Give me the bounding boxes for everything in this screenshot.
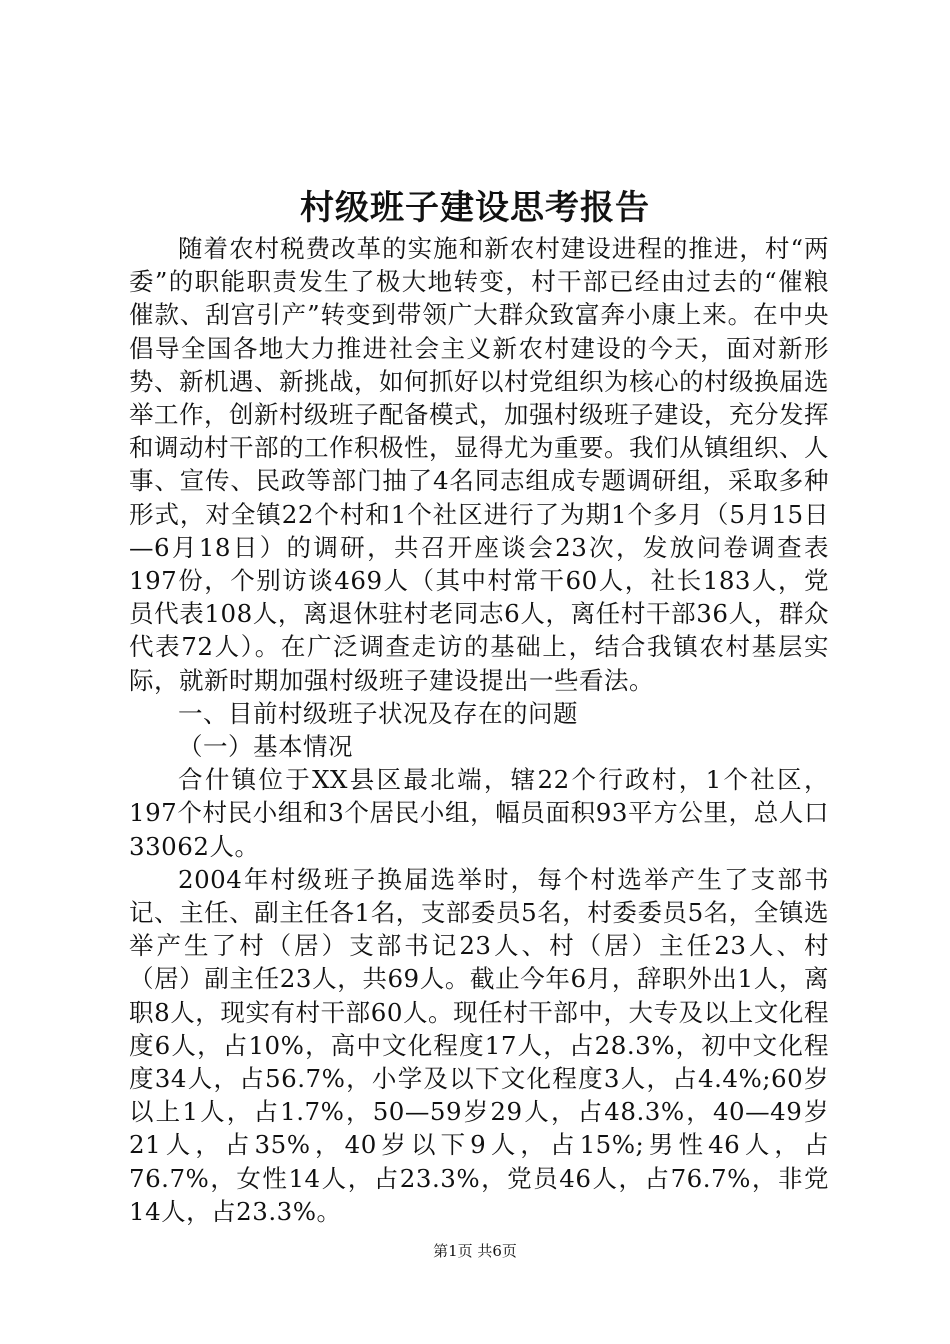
statistics-paragraph: 2004年村级班子换届选举时，每个村选举产生了支部书记、主任、副主任各1名，支部委员5名，村委委员5名，全镇选举产生了村（居）支部书记23人、村（居）主任23人、村（居）副主任23人，共69人。截止今年6月，辞职外出1人，离职8人，现实有村干部60人。现任村干部中，大专及以上文化程度6人，占10%，高中文化程度17人，占28.3%，初中文化程度34人，占56.7%，小学及以下文化程度3人，占4.4%;60岁以上1人，占1.7%，50—59岁29人，占48.3%，40—49岁21人，占35%，40岁以下9人，占15%;男性46人，占76.7%，女性14人，占23.3%，党员46人，占76.7%，非党14人，占23.3%。 [129,864,829,1226]
document-body [129,232,829,1228]
document-title: 村级班子建设思考报告 [300,188,650,228]
page-number: 第1页 共6页 [433,1242,517,1260]
subsection-heading: （一）基本情况 [178,732,353,762]
overview-paragraph: 合什镇位于XX县区最北端，辖22个行政村，1个社区，197个村民小组和3个居民小组，幅员面积93平方公里，总人口33062人。 [129,765,829,861]
section-heading: 一、目前村级班子状况及存在的问题 [178,698,578,728]
intro-paragraph: 随着农村税费改革的实施和新农村建设进程的推进，村“两委”的职能职责发生了极大地转变，村干部已经由过去的“催粮催款、刮宫引产”转变到带领广大群众致富奔小康上来。在中央倡导全国各地大力推进社会主义新农村建设的今天，面对新形势、新机遇、新挑战，如何抓好以村党组织为核心的村级换届选举工作，创新村级班子配备模式，加强村级班子建设，充分发挥和调动村干部的工作积极性，显得尤为重要。我们从镇组织、人事、宣传、民政等部门抽了4名同志组成专题调研组，采取多种形式，对全镇22个村和1个社区进行了为期1个多月（5月15日—6月18日）的调研，共召开座谈会23次，发放问卷调查表197份，个别访谈469人（其中村常干60人，社长183人，党员代表108人，离退休驻村老同志6人，离任村干部36人，群众代表72人）。在广泛调查走访的基础上，结合我镇农村基层实际，就新时期加强村级班子建设提出一些看法。 [129,234,829,695]
